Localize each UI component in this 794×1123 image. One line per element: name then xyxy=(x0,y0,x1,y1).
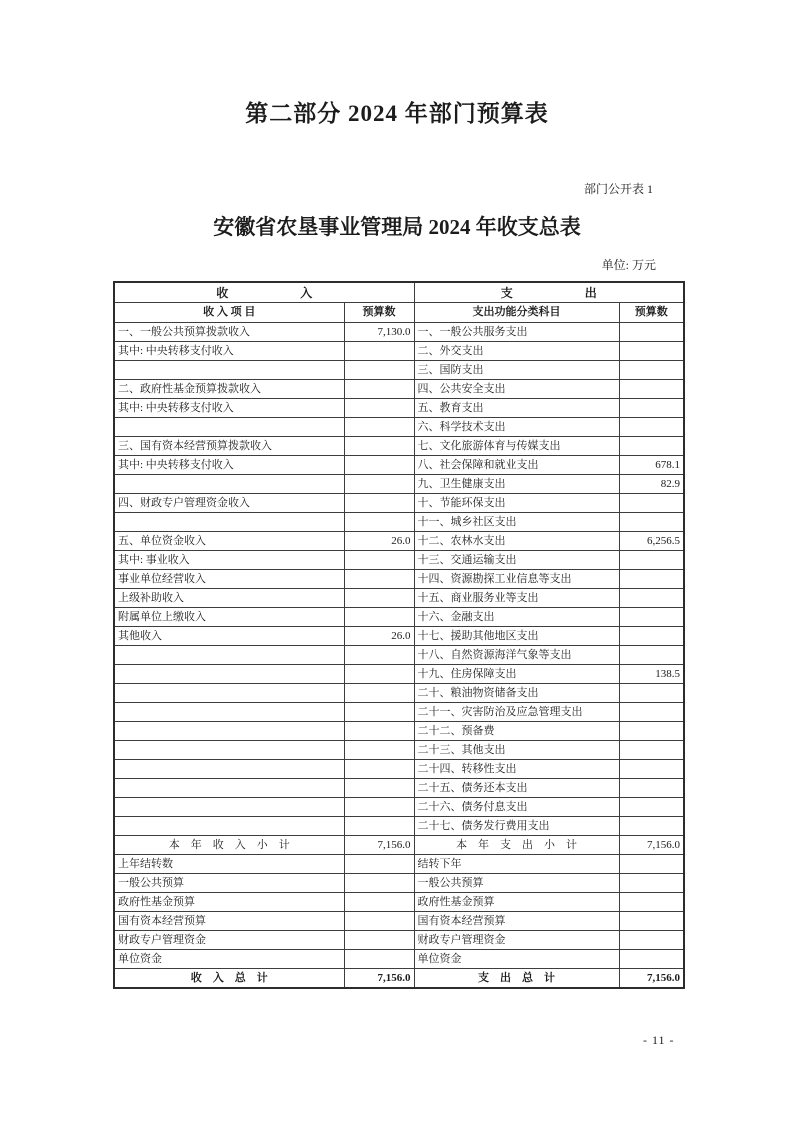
income-value-cell xyxy=(344,456,414,475)
income-item-cell: 其中: 中央转移支付收入 xyxy=(114,399,344,418)
expense-item-cell: 二十三、其他支出 xyxy=(414,741,619,760)
income-item-cell xyxy=(114,646,344,665)
income-value-cell xyxy=(344,646,414,665)
expense-value-cell xyxy=(619,703,684,722)
income-item-cell: 财政专户管理资金 xyxy=(114,931,344,950)
expense-value-cell: 7,156.0 xyxy=(619,836,684,855)
income-item-cell: 一般公共预算 xyxy=(114,874,344,893)
table-row xyxy=(114,741,684,760)
table-row xyxy=(114,589,684,608)
expense-value-cell: 6,256.5 xyxy=(619,532,684,551)
unit-note: 单位: 万元 xyxy=(601,258,656,272)
income-value-cell xyxy=(344,342,414,361)
expense-value-cell: 82.9 xyxy=(619,475,684,494)
table-row xyxy=(114,969,684,989)
expense-item-cell: 一、一般公共服务支出 xyxy=(414,323,619,342)
expense-item-cell: 六、科学技术支出 xyxy=(414,418,619,437)
expense-item-cell: 三、国防支出 xyxy=(414,361,619,380)
income-value-cell: 7,130.0 xyxy=(344,323,414,342)
income-value-cell xyxy=(344,684,414,703)
income-item-cell xyxy=(114,817,344,836)
expense-item-cell: 十八、自然资源海洋气象等支出 xyxy=(414,646,619,665)
income-value-cell xyxy=(344,874,414,893)
table-row xyxy=(114,418,684,437)
table-row xyxy=(114,722,684,741)
table-row xyxy=(114,893,684,912)
expense-value-cell xyxy=(619,950,684,969)
expense-value-cell xyxy=(619,912,684,931)
income-value-cell: 26.0 xyxy=(344,532,414,551)
expense-item-cell: 十一、城乡社区支出 xyxy=(414,513,619,532)
income-value-cell xyxy=(344,418,414,437)
expense-value-cell xyxy=(619,608,684,627)
income-item-cell xyxy=(114,684,344,703)
expense-item-cell: 十四、资源勘探工业信息等支出 xyxy=(414,570,619,589)
expense-item-cell: 十、节能环保支出 xyxy=(414,494,619,513)
expense-item-cell: 一般公共预算 xyxy=(414,874,619,893)
table-row xyxy=(114,323,684,342)
income-value-cell xyxy=(344,950,414,969)
expense-value-cell: 138.5 xyxy=(619,665,684,684)
expense-item-cell: 二十、粮油物资储备支出 xyxy=(414,684,619,703)
table-row xyxy=(114,342,684,361)
expense-item-cell: 十六、金融支出 xyxy=(414,608,619,627)
table-row xyxy=(114,361,684,380)
income-value-cell xyxy=(344,399,414,418)
income-item-header: 收 入 项 目 xyxy=(114,303,344,323)
expense-item-cell: 二十四、转移性支出 xyxy=(414,760,619,779)
income-item-cell: 其中: 中央转移支付收入 xyxy=(114,342,344,361)
table-band-row xyxy=(114,282,684,303)
income-value-cell xyxy=(344,741,414,760)
expense-item-cell: 十九、住房保障支出 xyxy=(414,665,619,684)
income-value-cell xyxy=(344,475,414,494)
table-row xyxy=(114,380,684,399)
expense-value-cell xyxy=(619,513,684,532)
income-value-cell xyxy=(344,380,414,399)
expense-budget-header: 预算数 xyxy=(619,303,684,323)
income-item-cell: 单位资金 xyxy=(114,950,344,969)
income-item-cell: 国有资本经营预算 xyxy=(114,912,344,931)
income-value-cell xyxy=(344,437,414,456)
expense-value-cell xyxy=(619,798,684,817)
table-row xyxy=(114,665,684,684)
income-item-cell xyxy=(114,798,344,817)
expense-value-cell xyxy=(619,646,684,665)
table-row xyxy=(114,513,684,532)
income-value-cell xyxy=(344,722,414,741)
section-title: 第二部分 2024 年部门预算表 xyxy=(245,101,549,126)
income-item-cell: 其中: 中央转移支付收入 xyxy=(114,456,344,475)
expense-value-cell xyxy=(619,437,684,456)
table-row xyxy=(114,855,684,874)
income-item-cell: 二、政府性基金预算拨款收入 xyxy=(114,380,344,399)
income-item-cell xyxy=(114,703,344,722)
expense-item-cell: 二、外交支出 xyxy=(414,342,619,361)
table-row xyxy=(114,912,684,931)
table-row xyxy=(114,760,684,779)
expense-item-cell: 二十一、灾害防治及应急管理支出 xyxy=(414,703,619,722)
income-value-cell xyxy=(344,779,414,798)
income-value-cell xyxy=(344,798,414,817)
table-row xyxy=(114,950,684,969)
income-value-cell xyxy=(344,665,414,684)
expense-value-cell xyxy=(619,342,684,361)
expense-value-cell xyxy=(619,589,684,608)
expense-item-cell: 结转下年 xyxy=(414,855,619,874)
table-row xyxy=(114,399,684,418)
table-column-header-row xyxy=(114,303,684,323)
income-value-cell xyxy=(344,760,414,779)
income-item-cell xyxy=(114,760,344,779)
expense-item-cell: 十三、交通运输支出 xyxy=(414,551,619,570)
page-number: - 11 - xyxy=(643,1033,675,1047)
expense-item-cell: 二十六、债务付息支出 xyxy=(414,798,619,817)
income-value-cell xyxy=(344,893,414,912)
expense-value-cell xyxy=(619,380,684,399)
income-value-cell xyxy=(344,931,414,950)
table-row xyxy=(114,532,684,551)
expense-item-cell: 政府性基金预算 xyxy=(414,893,619,912)
expense-item-cell: 七、文化旅游体育与传媒支出 xyxy=(414,437,619,456)
expense-value-cell xyxy=(619,418,684,437)
expense-item-cell: 八、社会保障和就业支出 xyxy=(414,456,619,475)
income-item-cell xyxy=(114,475,344,494)
table-row xyxy=(114,779,684,798)
income-value-cell xyxy=(344,703,414,722)
table-row xyxy=(114,836,684,855)
income-item-cell: 上年结转数 xyxy=(114,855,344,874)
table-row xyxy=(114,931,684,950)
expense-item-header: 支出功能分类科目 xyxy=(414,303,619,323)
expense-value-cell xyxy=(619,494,684,513)
expense-value-cell xyxy=(619,323,684,342)
table-row xyxy=(114,646,684,665)
expense-item-cell: 四、公共安全支出 xyxy=(414,380,619,399)
expense-value-cell xyxy=(619,931,684,950)
budget-table-body xyxy=(114,323,684,989)
expense-item-cell: 九、卫生健康支出 xyxy=(414,475,619,494)
expense-item-cell: 本 年 支 出 小 计 xyxy=(414,836,619,855)
budget-table xyxy=(113,281,685,989)
table-row xyxy=(114,608,684,627)
income-item-cell: 其他收入 xyxy=(114,627,344,646)
table-row xyxy=(114,437,684,456)
income-value-cell xyxy=(344,570,414,589)
income-item-cell: 上级补助收入 xyxy=(114,589,344,608)
income-value-cell xyxy=(344,608,414,627)
expense-item-cell: 二十二、预备费 xyxy=(414,722,619,741)
expense-item-cell: 财政专户管理资金 xyxy=(414,931,619,950)
income-value-cell xyxy=(344,589,414,608)
income-item-cell: 政府性基金预算 xyxy=(114,893,344,912)
income-item-cell: 事业单位经营收入 xyxy=(114,570,344,589)
table-title: 安徽省农垦事业管理局 2024 年收支总表 xyxy=(213,215,581,239)
income-item-cell: 五、单位资金收入 xyxy=(114,532,344,551)
expense-value-cell xyxy=(619,817,684,836)
expense-value-cell xyxy=(619,760,684,779)
income-value-cell xyxy=(344,361,414,380)
expense-value-cell: 7,156.0 xyxy=(619,969,684,989)
table-label: 部门公开表 1 xyxy=(583,182,653,196)
income-value-cell xyxy=(344,912,414,931)
income-item-cell: 其中: 事业收入 xyxy=(114,551,344,570)
income-item-cell xyxy=(114,418,344,437)
income-value-cell: 7,156.0 xyxy=(344,836,414,855)
expense-item-cell: 单位资金 xyxy=(414,950,619,969)
expense-item-cell: 十五、商业服务业等支出 xyxy=(414,589,619,608)
expense-item-cell: 国有资本经营预算 xyxy=(414,912,619,931)
table-row xyxy=(114,570,684,589)
expense-item-cell: 二十七、债务发行费用支出 xyxy=(414,817,619,836)
income-value-cell xyxy=(344,494,414,513)
expense-value-cell xyxy=(619,855,684,874)
table-row xyxy=(114,475,684,494)
income-item-cell xyxy=(114,361,344,380)
income-budget-header: 预算数 xyxy=(344,303,414,323)
income-item-cell: 三、国有资本经营预算拨款收入 xyxy=(114,437,344,456)
income-item-cell xyxy=(114,665,344,684)
income-item-cell: 收 入 总 计 xyxy=(114,969,344,989)
expense-value-cell xyxy=(619,741,684,760)
expense-item-cell: 十七、援助其他地区支出 xyxy=(414,627,619,646)
income-value-cell xyxy=(344,817,414,836)
income-item-cell xyxy=(114,513,344,532)
expense-value-cell xyxy=(619,779,684,798)
expense-value-cell xyxy=(619,627,684,646)
income-item-cell: 一、一般公共预算拨款收入 xyxy=(114,323,344,342)
income-value-cell xyxy=(344,551,414,570)
expense-value-cell xyxy=(619,684,684,703)
table-row xyxy=(114,684,684,703)
expense-item-cell: 五、教育支出 xyxy=(414,399,619,418)
income-item-cell: 四、财政专户管理资金收入 xyxy=(114,494,344,513)
income-item-cell: 附属单位上缴收入 xyxy=(114,608,344,627)
income-value-cell xyxy=(344,855,414,874)
income-item-cell xyxy=(114,722,344,741)
income-value-cell xyxy=(344,513,414,532)
expense-value-cell xyxy=(619,874,684,893)
expense-value-cell xyxy=(619,722,684,741)
expense-item-cell: 支 出 总 计 xyxy=(414,969,619,989)
expense-band-header: 支 出 xyxy=(414,282,684,303)
table-row xyxy=(114,817,684,836)
income-item-cell xyxy=(114,779,344,798)
table-row xyxy=(114,798,684,817)
expense-value-cell xyxy=(619,893,684,912)
expense-value-cell xyxy=(619,361,684,380)
income-value-cell: 7,156.0 xyxy=(344,969,414,989)
table-row xyxy=(114,874,684,893)
income-band-header: 收 入 xyxy=(114,282,414,303)
expense-value-cell: 678.1 xyxy=(619,456,684,475)
table-row xyxy=(114,551,684,570)
table-row xyxy=(114,456,684,475)
table-row xyxy=(114,627,684,646)
expense-item-cell: 二十五、债务还本支出 xyxy=(414,779,619,798)
income-value-cell: 26.0 xyxy=(344,627,414,646)
expense-value-cell xyxy=(619,551,684,570)
table-row xyxy=(114,494,684,513)
expense-value-cell xyxy=(619,399,684,418)
table-row xyxy=(114,703,684,722)
income-item-cell xyxy=(114,741,344,760)
expense-value-cell xyxy=(619,570,684,589)
income-item-cell: 本 年 收 入 小 计 xyxy=(114,836,344,855)
expense-item-cell: 十二、农林水支出 xyxy=(414,532,619,551)
